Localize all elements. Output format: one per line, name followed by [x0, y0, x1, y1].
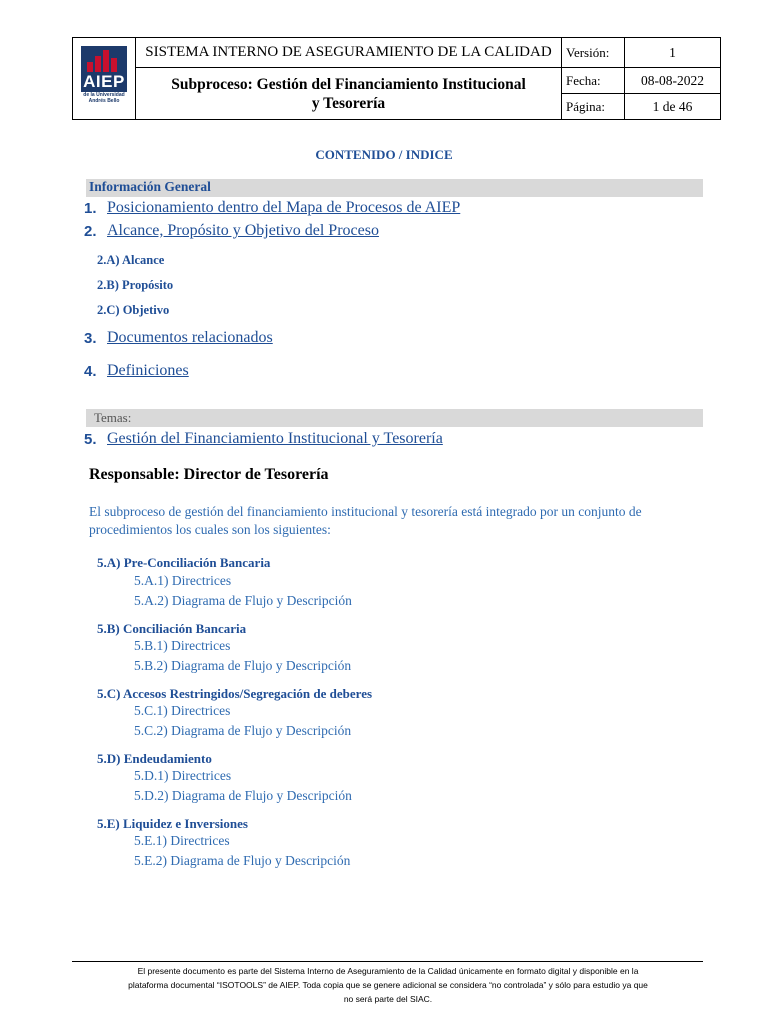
- date-label: Fecha:: [562, 68, 625, 94]
- toc-subitem-alcance: 2.A) Alcance: [97, 253, 165, 267]
- toc-num-3: 3.: [84, 330, 97, 347]
- version-value: 1: [625, 38, 721, 68]
- toc-link-2[interactable]: Alcance, Propósito y Objetivo del Proceso: [107, 222, 379, 239]
- footer-notice: [68, 964, 708, 1006]
- logo-cell: [73, 38, 136, 120]
- general-info-label: Información General: [89, 179, 211, 194]
- system-title: SISTEMA INTERNO DE ASEGURAMIENTO DE LA CALIDAD: [136, 38, 562, 68]
- toc-link-4[interactable]: Definiciones: [107, 362, 189, 379]
- procedure-item: 5.A.1) Directrices: [134, 573, 232, 588]
- procedure-item: 5.E.2) Diagrama de Flujo y Descripción: [134, 853, 351, 868]
- subprocess-title-line2: y Tesorería: [311, 94, 386, 112]
- themes-label: Temas:: [94, 410, 132, 425]
- footer-line-1: El presente documento es parte del Sistema Interno de Aseguramiento de la Calidad únicamente en formato digital y disponible en la: [137, 966, 639, 976]
- logo-subtext-2: Andrés Bello: [88, 97, 120, 104]
- toc-link-5[interactable]: Gestión del Financiamiento Institucional y Tesorería: [107, 430, 443, 447]
- page-label: Página:: [562, 94, 625, 120]
- version-label: Versión:: [562, 38, 625, 68]
- footer-divider: [72, 961, 703, 962]
- footer-line-3: no será parte del SIAC.: [343, 994, 433, 1004]
- footer-line-2: plataforma documental “ISOTOOLS” de AIEP. Toda copia que se genere adicional se considera “no controlada” y sólo para estudio ya que: [128, 980, 648, 990]
- procedure-item: 5.C.2) Diagrama de Flujo y Descripción: [134, 723, 352, 738]
- toc-link-3[interactable]: Documentos relacionados: [107, 329, 273, 346]
- procedure-item: 5.B.2) Diagrama de Flujo y Descripción: [134, 658, 352, 673]
- toc-title: CONTENIDO / INDICE: [315, 147, 453, 162]
- aiep-logo: [81, 46, 127, 112]
- logo-wordmark: AIEP: [81, 72, 127, 92]
- document-header: [72, 37, 721, 120]
- procedure-title: 5.B) Conciliación Bancaria: [97, 621, 247, 636]
- subprocess-title: [136, 68, 562, 120]
- procedure-item: 5.B.1) Directrices: [134, 638, 231, 653]
- procedure-title: 5.E) Liquidez e Inversiones: [97, 816, 248, 831]
- logo-subtext-1: de la Universidad: [83, 91, 125, 98]
- responsible-heading: Responsable: Director de Tesorería: [89, 466, 329, 483]
- procedure-item: 5.D.1) Directrices: [134, 768, 232, 783]
- themes-band: [86, 409, 703, 427]
- procedure-item: 5.E.1) Directrices: [134, 833, 230, 848]
- intro-paragraph: El subproceso de gestión del financiamiento institucional y tesorería está integrado por un conjunto de procedimientos los cuales son los siguientes:: [89, 504, 642, 537]
- procedure-title: 5.C) Accesos Restringidos/Segregación de deberes: [97, 686, 373, 701]
- procedure-title: 5.D) Endeudamiento: [97, 751, 212, 766]
- procedure-title: 5.A) Pre-Conciliación Bancaria: [97, 555, 271, 570]
- procedure-item: 5.A.2) Diagrama de Flujo y Descripción: [134, 593, 352, 608]
- toc-subitem-proposito: 2.B) Propósito: [97, 278, 174, 292]
- toc-num-5: 5.: [84, 431, 97, 448]
- subprocess-title-line1: Subproceso: Gestión del Financiamiento Institucional: [171, 75, 526, 93]
- toc-num-1: 1.: [84, 200, 97, 217]
- page-value: 1 de 46: [625, 94, 721, 120]
- toc-num-2: 2.: [84, 223, 97, 240]
- toc-num-4: 4.: [84, 363, 97, 380]
- procedure-item: 5.D.2) Diagrama de Flujo y Descripción: [134, 788, 352, 803]
- toc-subitem-objetivo: 2.C) Objetivo: [97, 303, 170, 317]
- toc-link-1[interactable]: Posicionamiento dentro del Mapa de Procesos de AIEP: [107, 199, 461, 216]
- procedure-item: 5.C.1) Directrices: [134, 703, 231, 718]
- logo-graphic: [81, 46, 127, 72]
- date-value: 08-08-2022: [625, 68, 721, 94]
